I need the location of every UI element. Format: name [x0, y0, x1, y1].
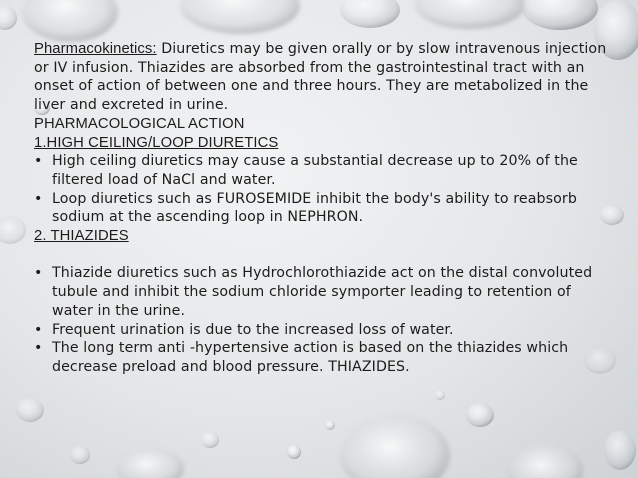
- pharmacokinetics-paragraph: [34, 40, 614, 115]
- droplet: [287, 445, 301, 459]
- droplet: [70, 446, 90, 464]
- droplet: [22, 0, 118, 42]
- droplet: [522, 0, 598, 30]
- droplet: [16, 398, 44, 422]
- list-item: [34, 152, 614, 189]
- pharmacokinetics-heading: Pharmacokinetics:: [34, 41, 157, 57]
- bullet-icon: •: [34, 340, 43, 357]
- droplet: [415, 0, 525, 29]
- blank-line: [34, 246, 614, 265]
- bullet-text: Thiazide diuretics such as Hydrochlorothiazide act on the distal convoluted tubule and inhibit the sodium chloride symporter leading to retention of water in the urine.: [52, 265, 593, 319]
- droplet: [604, 430, 636, 470]
- bullet-icon: •: [34, 153, 43, 170]
- loop-diuretics-heading: 1.HIGH CEILING/LOOP DIURETICS: [34, 134, 279, 151]
- list-item: [34, 321, 614, 340]
- bullet-text: Loop diuretics such as FUROSEMIDE inhibit the body's ability to reabsorb sodium at the ascending loop in NEPHRON.: [52, 190, 577, 226]
- section-title: PHARMACOLOGICAL ACTION: [34, 115, 245, 132]
- thiazides-heading: 2. THIAZIDES: [34, 228, 129, 245]
- droplet: [325, 420, 335, 430]
- droplet: [435, 390, 445, 400]
- droplet: [340, 0, 400, 28]
- droplet: [180, 0, 300, 34]
- list-item: [34, 190, 614, 227]
- bullet-text: Frequent urination is due to the increased loss of water.: [52, 321, 454, 338]
- droplet: [507, 444, 583, 478]
- slide-body: [34, 40, 614, 377]
- droplet: [0, 6, 17, 30]
- list-item: [34, 264, 614, 320]
- thiazides-list: [34, 264, 614, 376]
- bullet-icon: •: [34, 265, 43, 282]
- bullet-icon: •: [34, 190, 43, 207]
- droplet: [116, 448, 184, 478]
- bullet-text: The long term anti -hypertensive action is based on the thiazides which decrease preload and blood pressure. THIAZIDES.: [52, 340, 569, 375]
- droplet: [340, 415, 450, 478]
- droplet: [201, 432, 219, 448]
- bullet-text: High ceiling diuretics may cause a substantial decrease up to 20% of the filtered load of NaCl and water.: [52, 153, 578, 188]
- loop-diuretics-list: [34, 152, 614, 227]
- pharmacokinetics-text: Diuretics may be given orally or by slow intravenous injection or IV infusion. Thiazides are absorbed from the gastrointestinal tract with an onset of action of between one and three hours. They are metabolized in the liver and excreted in urine.: [34, 41, 607, 114]
- list-item: [34, 339, 614, 376]
- droplet: [466, 403, 494, 427]
- droplet: [0, 216, 26, 244]
- bullet-icon: •: [34, 321, 43, 338]
